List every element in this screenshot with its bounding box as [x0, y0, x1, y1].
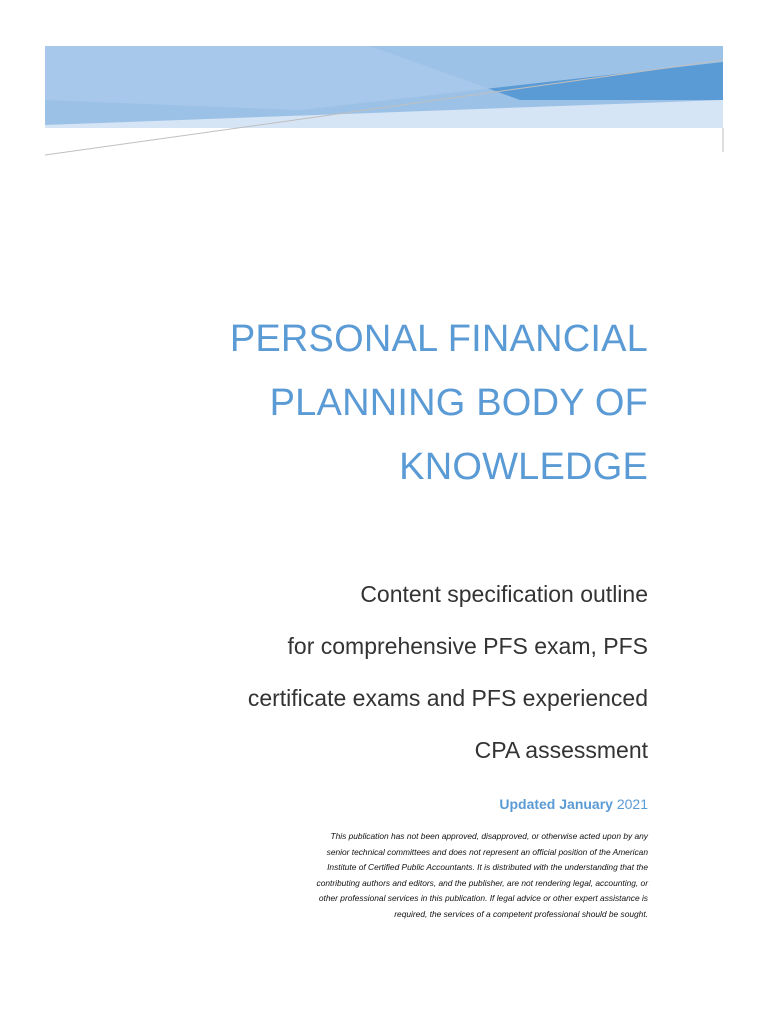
updated-label: Updated January [499, 796, 613, 812]
disclaimer-line-3: Institute of Certified Public Accountants. It is distributed with the understanding that the [327, 862, 648, 872]
document-title [88, 307, 648, 499]
document-subtitle [88, 568, 648, 776]
subtitle-line-1: Content specification outline [360, 581, 648, 607]
disclaimer-line-5: other professional services in this publication. If legal advice or other expert assistance is [318, 893, 648, 903]
disclaimer-line-1: This publication has not been approved, disapproved, or otherwise acted upon by any [330, 831, 648, 841]
disclaimer-line-4: contributing authors and editors, and the publisher, are not rendering legal, accounting, or [316, 877, 648, 888]
updated-year: 2021 [616, 796, 648, 812]
subtitle-line-4: CPA assessment [474, 737, 648, 763]
updated-date [499, 796, 648, 812]
subtitle-line-3: certificate exams and PFS experienced [247, 685, 648, 711]
disclaimer-line-6: required, the services of a competent professional should be sought. [394, 908, 648, 919]
subtitle-line-2: for comprehensive PFS exam, PFS [287, 633, 648, 659]
disclaimer [208, 829, 648, 922]
title-line-2: PLANNING BODY OF [269, 382, 648, 424]
title-line-3: KNOWLEDGE [399, 446, 648, 488]
title-line-1: PERSONAL FINANCIAL [229, 318, 648, 360]
header-banner [0, 0, 768, 170]
banner-white-cut [45, 128, 723, 170]
disclaimer-line-2: senior technical committees and does not represent an official position of the American [326, 846, 648, 857]
